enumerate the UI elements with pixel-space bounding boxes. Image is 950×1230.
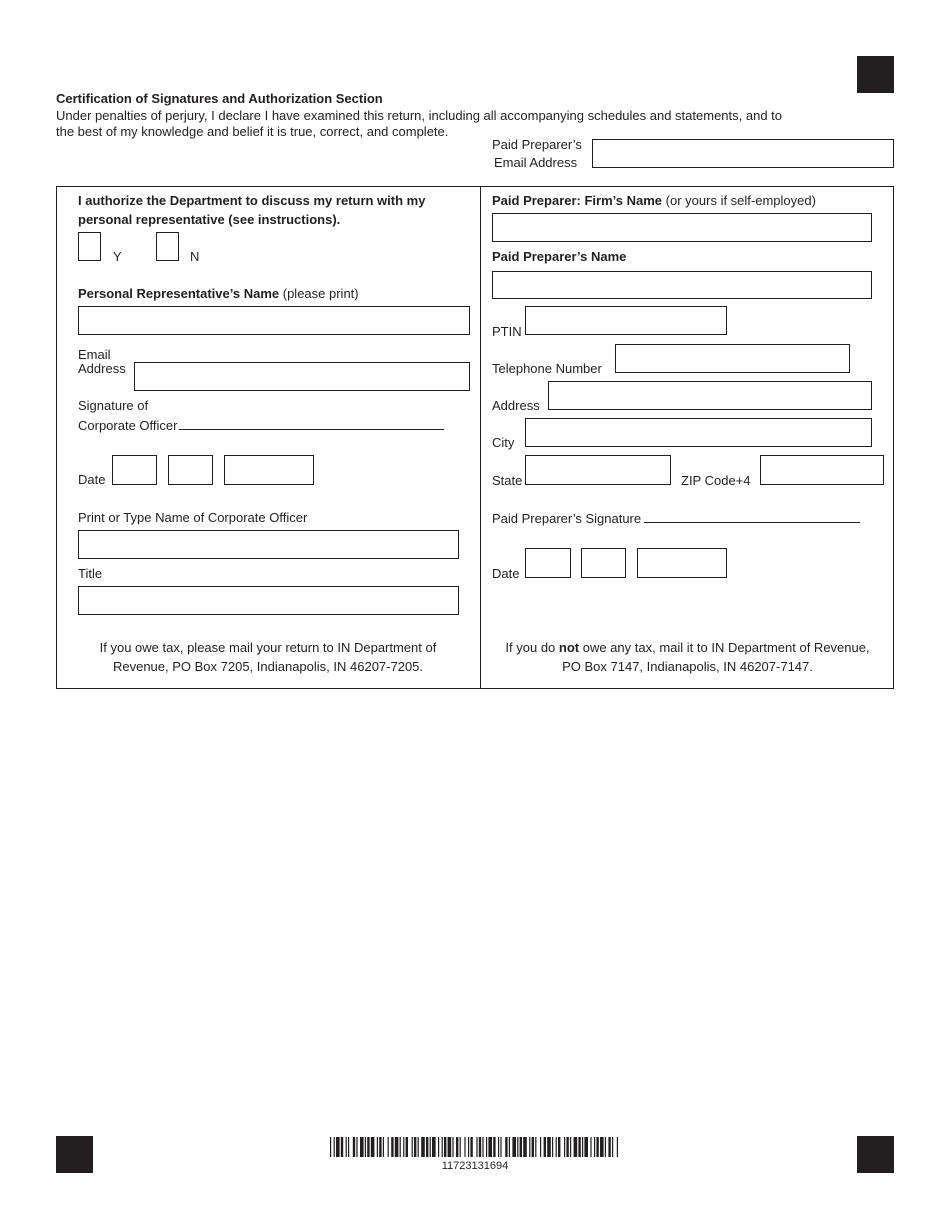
barcode-bar	[470, 1137, 472, 1157]
mail-no-owe-line-1	[481, 640, 894, 655]
mail-no-owe-pre: If you do	[505, 640, 559, 655]
officer-date-year[interactable]	[224, 455, 314, 485]
mail-owe-line-1: If you owe tax, please mail your return to IN Department of	[99, 640, 437, 655]
barcode-bar	[566, 1137, 568, 1157]
barcode-bar	[341, 1137, 343, 1157]
barcode-number: 11723131694	[441, 1160, 509, 1172]
barcode-bar	[600, 1137, 604, 1157]
barcode-bar	[517, 1137, 518, 1157]
barcode-bar	[426, 1137, 428, 1157]
ptin-label: PTIN	[492, 324, 522, 339]
preparer-address-input[interactable]	[548, 381, 872, 410]
preparer-signature-line[interactable]	[644, 510, 860, 523]
barcode-bar	[498, 1137, 499, 1157]
barcode-bar	[438, 1137, 439, 1157]
barcode-bar	[535, 1137, 536, 1157]
ptin-input[interactable]	[525, 306, 727, 335]
preparer-name-input[interactable]	[492, 271, 872, 299]
barcode-bar	[523, 1137, 527, 1157]
barcode-bar	[532, 1137, 534, 1157]
authorize-no-label: N	[190, 249, 200, 264]
barcode-bar	[617, 1137, 618, 1157]
barcode-bar	[500, 1137, 501, 1157]
officer-signature-label-text: Corporate Officer	[78, 418, 178, 433]
barcode-bar	[377, 1137, 378, 1157]
registration-mark-top-right	[857, 56, 894, 93]
officer-title-label: Title	[78, 566, 103, 581]
mail-no-owe-post: owe any tax, mail it to IN Department of Revenue,	[579, 640, 870, 655]
perjury-statement-line-1: Under penalties of perjury, I declare I have examined this return, including all accompanying schedules and statements, and to	[56, 108, 783, 123]
barcode-bar	[452, 1137, 453, 1157]
barcode-bar	[584, 1137, 588, 1157]
phone-input[interactable]	[615, 344, 850, 373]
preparer-date-month[interactable]	[525, 548, 571, 578]
barcode-bar	[330, 1137, 331, 1157]
barcode	[330, 1137, 620, 1157]
barcode-bar	[505, 1137, 507, 1157]
preparer-date-day[interactable]	[581, 548, 626, 578]
registration-mark-bottom-right	[857, 1136, 894, 1173]
officer-signature-label-2	[78, 417, 444, 433]
barcode-bar	[556, 1137, 557, 1157]
authorize-no-checkbox[interactable]	[156, 232, 179, 261]
barcode-bar	[388, 1137, 389, 1157]
barcode-bar	[395, 1137, 399, 1157]
preparer-signature-label-text: Paid Preparer’s Signature	[492, 511, 642, 526]
barcode-bar	[520, 1137, 522, 1157]
barcode-bar	[488, 1137, 492, 1157]
authorize-statement-line-1: I authorize the Department to discuss my return with my	[78, 193, 426, 208]
barcode-bar	[552, 1137, 553, 1157]
barcode-bar	[371, 1137, 375, 1157]
preparer-zip-label: ZIP Code+4	[681, 473, 751, 488]
barcode-bar	[482, 1137, 483, 1157]
barcode-bar	[590, 1137, 591, 1157]
barcode-bar	[421, 1137, 425, 1157]
preparer-state-input[interactable]	[525, 455, 671, 485]
registration-mark-bottom-left	[56, 1136, 93, 1173]
barcode-bar	[334, 1137, 335, 1157]
officer-date-label: Date	[78, 472, 106, 487]
barcode-bar	[432, 1137, 436, 1157]
officer-date-day[interactable]	[168, 455, 213, 485]
barcode-bar	[414, 1137, 416, 1157]
preparer-date-year[interactable]	[637, 548, 727, 578]
authorize-yes-label: Y	[113, 249, 122, 264]
officer-title-input[interactable]	[78, 586, 459, 615]
barcode-bar	[379, 1137, 381, 1157]
barcode-bar	[391, 1137, 393, 1157]
preparer-email-input[interactable]	[592, 139, 894, 168]
barcode-bar	[544, 1137, 546, 1157]
barcode-bar	[403, 1137, 404, 1157]
column-divider	[480, 186, 481, 689]
barcode-bar	[509, 1137, 510, 1157]
barcode-bar	[418, 1137, 419, 1157]
barcode-bar	[353, 1137, 355, 1157]
barcode-bar	[594, 1137, 595, 1157]
barcode-bar	[512, 1137, 516, 1157]
preparer-city-label: City	[492, 435, 515, 450]
rep-email-label-2: Address	[78, 361, 126, 376]
authorize-yes-checkbox[interactable]	[78, 232, 101, 261]
barcode-bar	[479, 1137, 481, 1157]
phone-label: Telephone Number	[492, 361, 602, 376]
rep-email-label-1: Email	[78, 347, 111, 362]
preparer-zip-input[interactable]	[760, 455, 884, 485]
barcode-bar	[540, 1137, 541, 1157]
barcode-bar	[456, 1137, 458, 1157]
barcode-bar	[400, 1137, 401, 1157]
barcode-bar	[605, 1137, 606, 1157]
barcode-bar	[564, 1137, 565, 1157]
barcode-bar	[406, 1137, 408, 1157]
barcode-bar	[346, 1137, 347, 1157]
officer-date-month[interactable]	[112, 455, 157, 485]
barcode-bar	[558, 1137, 560, 1157]
officer-name-label: Print or Type Name of Corporate Officer	[78, 510, 308, 525]
barcode-bar	[596, 1137, 598, 1157]
mail-no-owe-bold: not	[558, 640, 580, 655]
section-title: Certification of Signatures and Authorization Section	[56, 91, 383, 106]
preparer-state-label: State	[492, 473, 523, 488]
officer-name-input[interactable]	[78, 530, 459, 559]
barcode-bar	[356, 1137, 357, 1157]
barcode-bar	[383, 1137, 384, 1157]
officer-signature-line[interactable]	[179, 417, 444, 430]
preparer-address-label: Address	[492, 398, 540, 413]
barcode-bar	[460, 1137, 461, 1157]
barcode-bar	[612, 1137, 613, 1157]
firm-name-label-text: Paid Preparer: Firm’s Name	[492, 193, 663, 208]
officer-signature-label-1: Signature of	[78, 398, 149, 413]
barcode-bar	[486, 1137, 487, 1157]
rep-name-label-text: Personal Representative’s Name	[78, 286, 280, 301]
barcode-bar	[367, 1137, 369, 1157]
preparer-city-input[interactable]	[525, 418, 872, 447]
barcode-bar	[365, 1137, 366, 1157]
preparer-signature-label	[492, 510, 860, 526]
firm-name-label	[492, 193, 816, 208]
barcode-bar	[608, 1137, 610, 1157]
firm-name-input[interactable]	[492, 213, 872, 242]
barcode-bar	[493, 1137, 495, 1157]
barcode-bar	[442, 1137, 443, 1157]
rep-name-label	[78, 286, 359, 301]
barcode-bar	[464, 1137, 465, 1157]
preparer-email-label-2: Email Address	[494, 155, 578, 170]
barcode-bar	[348, 1137, 349, 1157]
barcode-bar	[570, 1137, 571, 1157]
firm-name-hint: (or yours if self-employed)	[665, 193, 816, 208]
rep-name-hint: (please print)	[282, 286, 359, 301]
mail-no-owe-line-2: PO Box 7147, Indianapolis, IN 46207-7147.	[562, 659, 813, 674]
preparer-name-label: Paid Preparer’s Name	[492, 249, 627, 264]
barcode-bar	[582, 1137, 583, 1157]
barcode-bar	[547, 1137, 551, 1157]
authorize-statement-line-2: personal representative (see instructions).	[78, 212, 341, 227]
barcode-bar	[430, 1137, 431, 1157]
rep-name-input[interactable]	[78, 306, 470, 335]
rep-email-input[interactable]	[134, 362, 470, 391]
preparer-date-label: Date	[492, 566, 520, 581]
barcode-bar	[336, 1137, 340, 1157]
barcode-bar	[448, 1137, 452, 1157]
barcode-bar	[444, 1137, 446, 1157]
barcode-bar	[360, 1137, 364, 1157]
barcode-bar	[476, 1137, 477, 1157]
barcode-bar	[574, 1137, 578, 1157]
mail-owe-line-2: Revenue, PO Box 7205, Indianapolis, IN 46207-7205.	[112, 659, 424, 674]
barcode-bar	[529, 1137, 530, 1157]
barcode-bar	[468, 1137, 469, 1157]
barcode-bar	[578, 1137, 580, 1157]
barcode-bar	[412, 1137, 413, 1157]
perjury-statement-line-2: the best of my knowledge and belief it is true, correct, and complete.	[56, 124, 449, 139]
preparer-email-label-1: Paid Preparer’s	[492, 137, 582, 152]
